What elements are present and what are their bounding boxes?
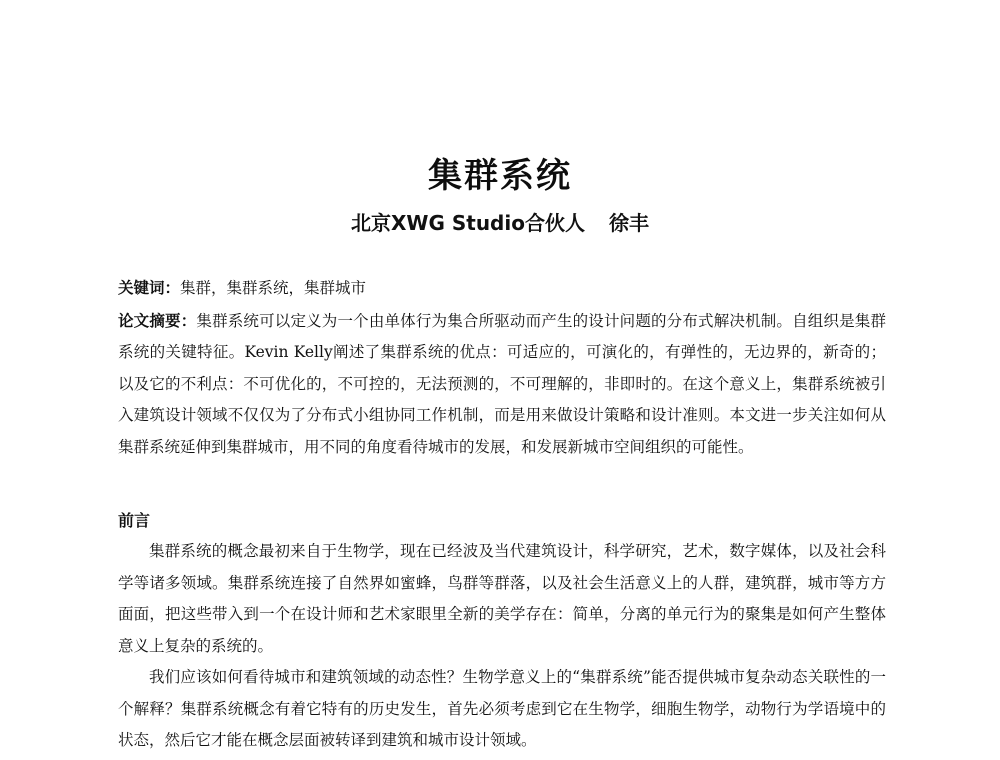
body-paragraph-2: 我们应该如何看待城市和建筑领域的动态性？生物学意义上的“集群系统”能否提供城市复杂动态关联性的一个解释？集群系统概念有着它特有的历史发生，首先必须考虑到它在生物学，细胞生物学，动物行为学语境中的状态，然后它才能在概念层面被转译到建筑和城市设计领域。 (118, 668, 886, 749)
paper-body (118, 272, 886, 757)
keywords-line (118, 272, 886, 305)
keywords-text: 集群，集群系统，集群城市 (180, 279, 367, 297)
abstract-paragraph (118, 305, 886, 464)
paper-title: 集群系统 (428, 156, 572, 196)
body-paragraph-1: 集群系统的概念最初来自于生物学，现在已经波及当代建筑设计，科学研究，艺术，数字媒体，以及社会科学等诸多领域。集群系统连接了自然界如蜜蜂，鸟群等群落，以及社会生活意义上的人群，建筑群，城市等方方面面，把这些带入到一个在设计师和艺术家眼里全新的美学存在：简单，分离的单元行为的聚集是如何产生整体意义上复杂的系统的。 (118, 542, 886, 655)
author-line (0, 207, 1000, 236)
keywords-label: 关键词： (118, 278, 181, 297)
abstract-text: 集群系统可以定义为一个由单体行为集合所驱动而产生的设计问题的分布式解决机制。自组织是集群系统的关键特征。Kevin Kelly阐述了集群系统的优点：可适应的，可演化的，有弹性的，无边界的，新奇的；以及它的不利点：不可优化的，不可控的，无法预测的，不可理解的，非即时的。在这个意义上，集群系统被引入建筑设计领域不仅仅为了分布式小组协同工作机制，而是用来做设计策略和设计准则。本文进一步关注如何从集群系统延伸到集群城市，用不同的角度看待城市的发展，和发展新城市空间组织的可能性。 (118, 311, 886, 456)
section-heading-preface: 前言 (118, 511, 151, 530)
author-affiliation: 北京XWG Studio合伙人 (351, 211, 585, 235)
abstract-label: 论文摘要： (118, 310, 197, 330)
author-name: 徐丰 (608, 211, 649, 235)
